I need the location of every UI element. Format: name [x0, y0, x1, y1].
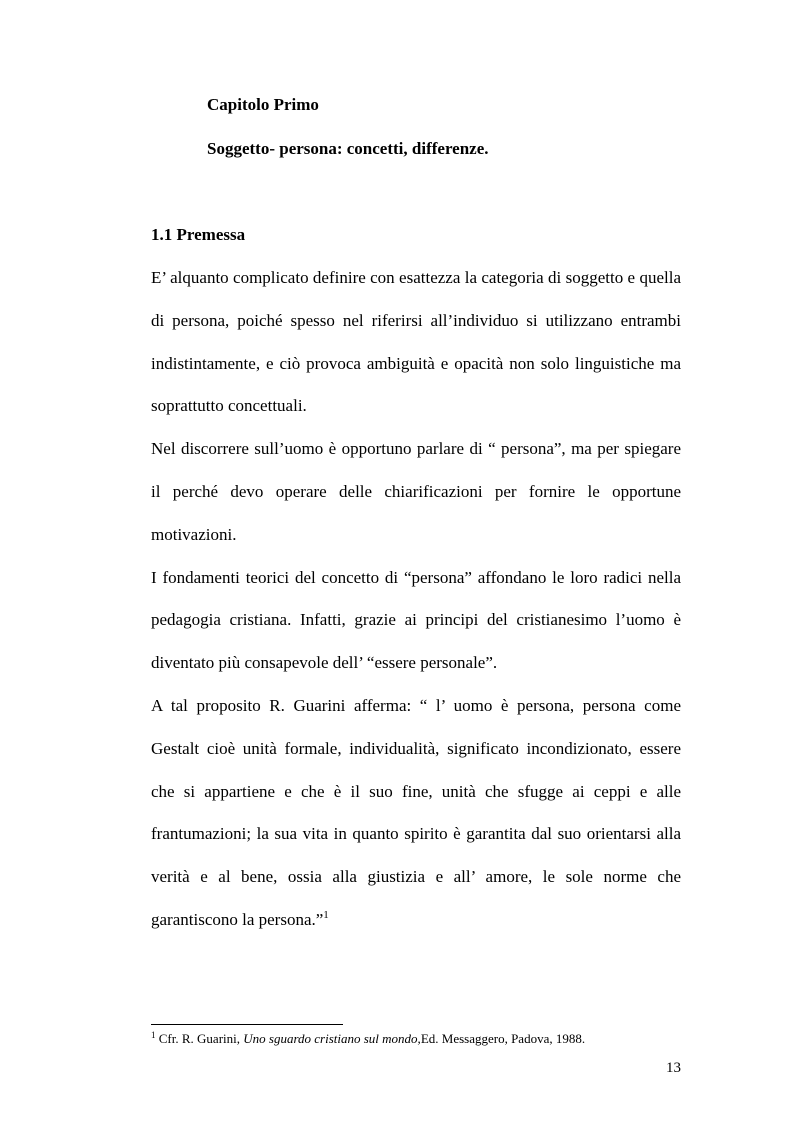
- footnote-marker: 1: [151, 1030, 156, 1040]
- footnote-prefix: Cfr. R. Guarini,: [158, 1031, 244, 1046]
- paragraph: E’ alquanto complicato definire con esattezza la categoria di soggetto e quella di persona, poiché spesso nel riferirsi all’individuo si utilizzano entrambi indistintamente, e ciò provoca ambiguità e opacità non solo linguistiche ma soprattutto concettuali.: [151, 268, 681, 416]
- quote-text: A tal proposito R. Guarini afferma: “ l’ uomo è persona, persona come Gestalt cioè unità formale, individualità, significato incondizionato, essere che si appartiene e che è il suo fine, unità che sfugge ai ceppi e alle frantumazioni; la sua vita in quanto spirito è garantita dal suo orientarsi alla verità e al bene, ossia alla giustizia e all’ amore, le sole norme che garantiscono la persona.”: [151, 695, 681, 929]
- body-text: [151, 257, 681, 942]
- footnote-book-title: Uno sguardo cristiano sul mondo,: [243, 1031, 421, 1046]
- footnote-reference[interactable]: 1: [323, 908, 329, 921]
- footnote: [151, 1031, 585, 1047]
- footnote-suffix: Ed. Messaggero, Padova, 1988.: [420, 1031, 586, 1046]
- chapter-subtitle: Soggetto- persona: concetti, differenze.: [207, 139, 489, 158]
- section-title: Premessa: [176, 225, 246, 244]
- section-number: 1.1: [151, 225, 173, 244]
- paragraph: I fondamenti teorici del concetto di “persona” affondano le loro radici nella pedagogia cristiana. Infatti, grazie ai principi del cristianesimo l’uomo è diventato più consapevole dell’ “essere personale”.: [151, 567, 681, 673]
- footnote-separator: [151, 1024, 343, 1025]
- section-heading: [151, 224, 245, 246]
- chapter-title: Capitolo Primo: [207, 95, 319, 114]
- paragraph: [151, 685, 681, 942]
- page-number: 13: [666, 1060, 681, 1076]
- paragraph: Nel discorrere sull’uomo è opportuno parlare di “ persona”, ma per spiegare il perché devo operare delle chiarificazioni per fornire le opportune motivazioni.: [151, 439, 681, 544]
